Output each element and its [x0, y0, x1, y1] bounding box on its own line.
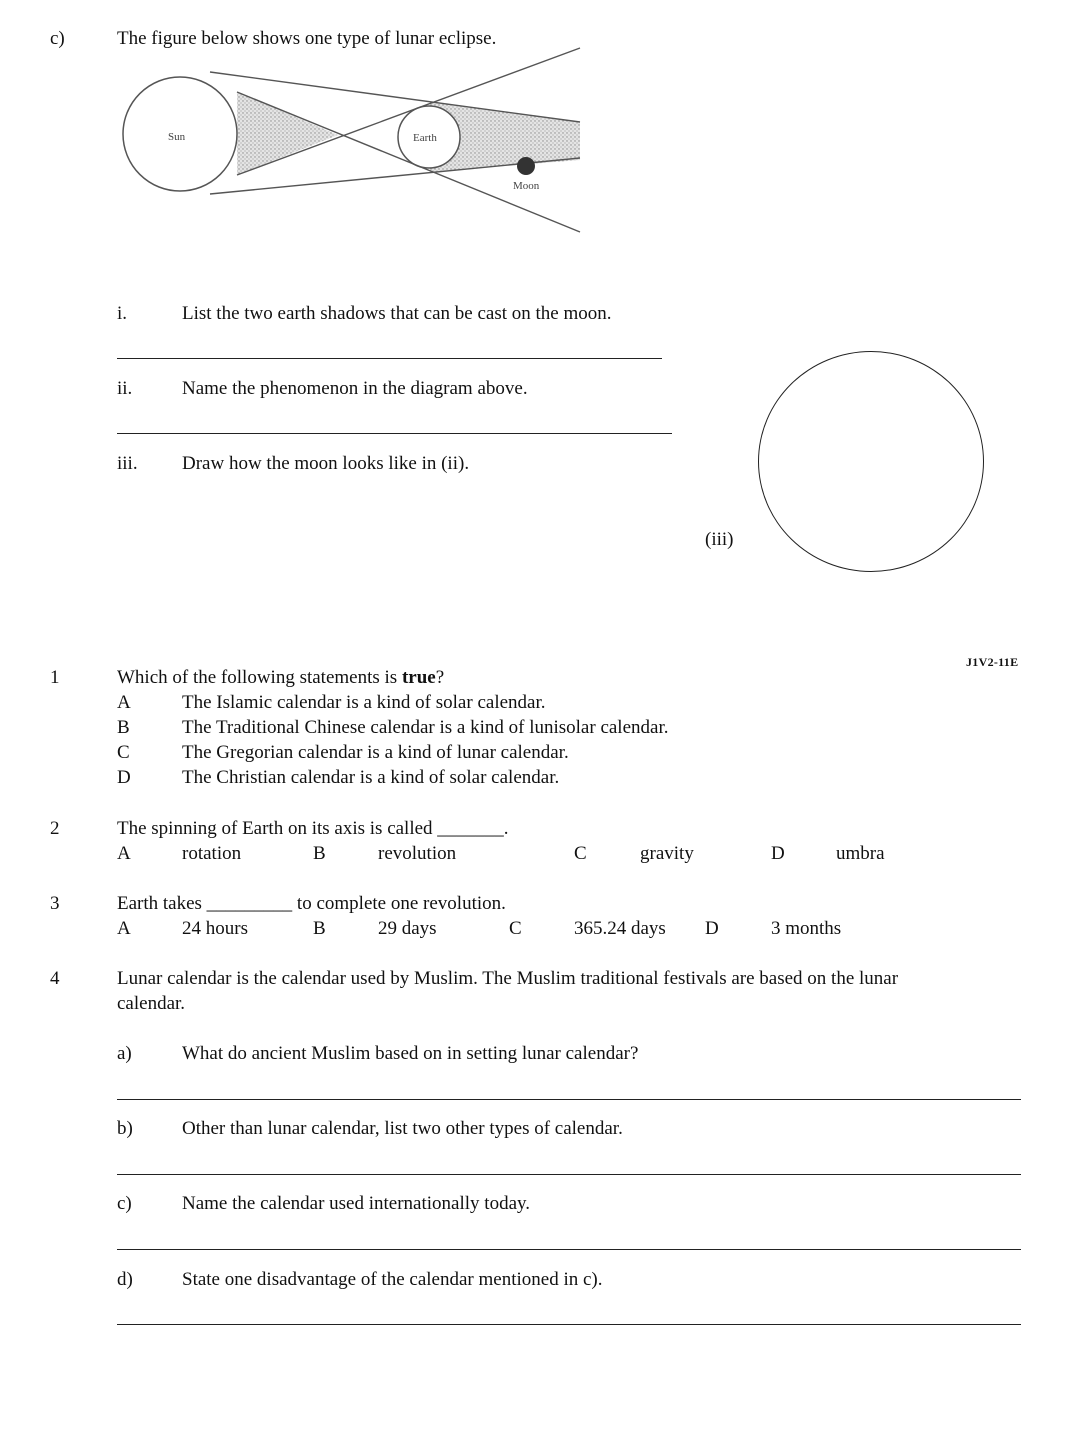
q4-part-label: c) — [117, 1193, 132, 1214]
item-i-text: List the two earth shadows that can be cast on the moon. — [182, 303, 612, 324]
q4-part-text: Name the calendar used internationally today. — [182, 1193, 531, 1214]
q3-option-letter: D — [705, 918, 719, 939]
item-ii-num: ii. — [117, 378, 133, 399]
q2-option-letter: D — [771, 843, 785, 864]
page-code: J1V2-11E — [966, 655, 1019, 669]
section-intro: The figure below shows one type of lunar eclipse. — [117, 28, 497, 49]
q3-option-letter: B — [313, 918, 326, 939]
q1-stem: Which of the following statements is true? — [117, 667, 445, 688]
q1-option-text: The Traditional Chinese calendar is a kind of lunisolar calendar. — [182, 717, 669, 738]
q4-number: 4 — [50, 968, 60, 989]
q2-option-letter: B — [313, 843, 326, 864]
item-iii-num: iii. — [117, 453, 138, 474]
q2-stem: The spinning of Earth on its axis is called _______. — [117, 818, 509, 839]
sun-label: Sun — [168, 131, 186, 143]
q2-number: 2 — [50, 818, 60, 839]
q2-option-letter: A — [117, 843, 131, 864]
q3-number: 3 — [50, 893, 60, 914]
section-label: c) — [50, 28, 65, 49]
q3-option-text: 365.24 days — [574, 918, 666, 939]
q4-part-label: a) — [117, 1043, 132, 1064]
q4-stem-line2: calendar. — [117, 993, 186, 1014]
q4-stem-line1: Lunar calendar is the calendar used by Muslim. The Muslim traditional festivals are based on the lunar — [117, 968, 899, 989]
q1-number: 1 — [50, 667, 60, 688]
q4-part-label: d) — [117, 1269, 133, 1290]
q1-option-text: The Christian calendar is a kind of solar calendar. — [182, 767, 560, 788]
q1-option-letter: C — [117, 742, 130, 763]
answer-line-i[interactable] — [117, 358, 662, 359]
q2-option-text: gravity — [640, 843, 694, 864]
answer-line-ii[interactable] — [117, 433, 672, 434]
q1-option-text: The Gregorian calendar is a kind of lunar calendar. — [182, 742, 569, 763]
item-ii-text: Name the phenomenon in the diagram above. — [182, 378, 528, 399]
q3-option-text: 29 days — [378, 918, 437, 939]
q3-option-letter: C — [509, 918, 522, 939]
q3-stem: Earth takes _________ to complete one revolution. — [117, 893, 506, 914]
q1-option-letter: B — [117, 717, 130, 738]
lunar-eclipse-diagram — [110, 40, 590, 240]
q4-part-label: b) — [117, 1118, 133, 1139]
moon-label: Moon — [513, 180, 540, 192]
q2-option-text: rotation — [182, 843, 242, 864]
moon-dot — [517, 157, 535, 175]
answer-line-4c[interactable] — [117, 1249, 1021, 1250]
q3-option-letter: A — [117, 918, 131, 939]
item-iii-text: Draw how the moon looks like in (ii). — [182, 453, 470, 474]
item-i-num: i. — [117, 303, 128, 324]
earth-label: Earth — [413, 132, 437, 144]
answer-line-4a[interactable] — [117, 1099, 1021, 1100]
q1-option-text: The Islamic calendar is a kind of solar calendar. — [182, 692, 546, 713]
q4-part-text: Other than lunar calendar, list two other types of calendar. — [182, 1118, 623, 1139]
q2-option-text: revolution — [378, 843, 457, 864]
umbra-sun-side — [237, 92, 338, 175]
q2-option-text: umbra — [836, 843, 885, 864]
moon-drawing-circle[interactable] — [758, 351, 984, 572]
q4-part-text: State one disadvantage of the calendar mentioned in c). — [182, 1269, 603, 1290]
q3-option-text: 3 months — [771, 918, 842, 939]
answer-line-4b[interactable] — [117, 1174, 1021, 1175]
q2-option-letter: C — [574, 843, 587, 864]
q4-part-text: What do ancient Muslim based on in setting lunar calendar? — [182, 1043, 639, 1064]
q1-option-letter: D — [117, 767, 131, 788]
q1-option-letter: A — [117, 692, 131, 713]
answer-line-4d[interactable] — [117, 1324, 1021, 1325]
drawing-label: (iii) — [705, 529, 734, 550]
q3-option-text: 24 hours — [182, 918, 248, 939]
